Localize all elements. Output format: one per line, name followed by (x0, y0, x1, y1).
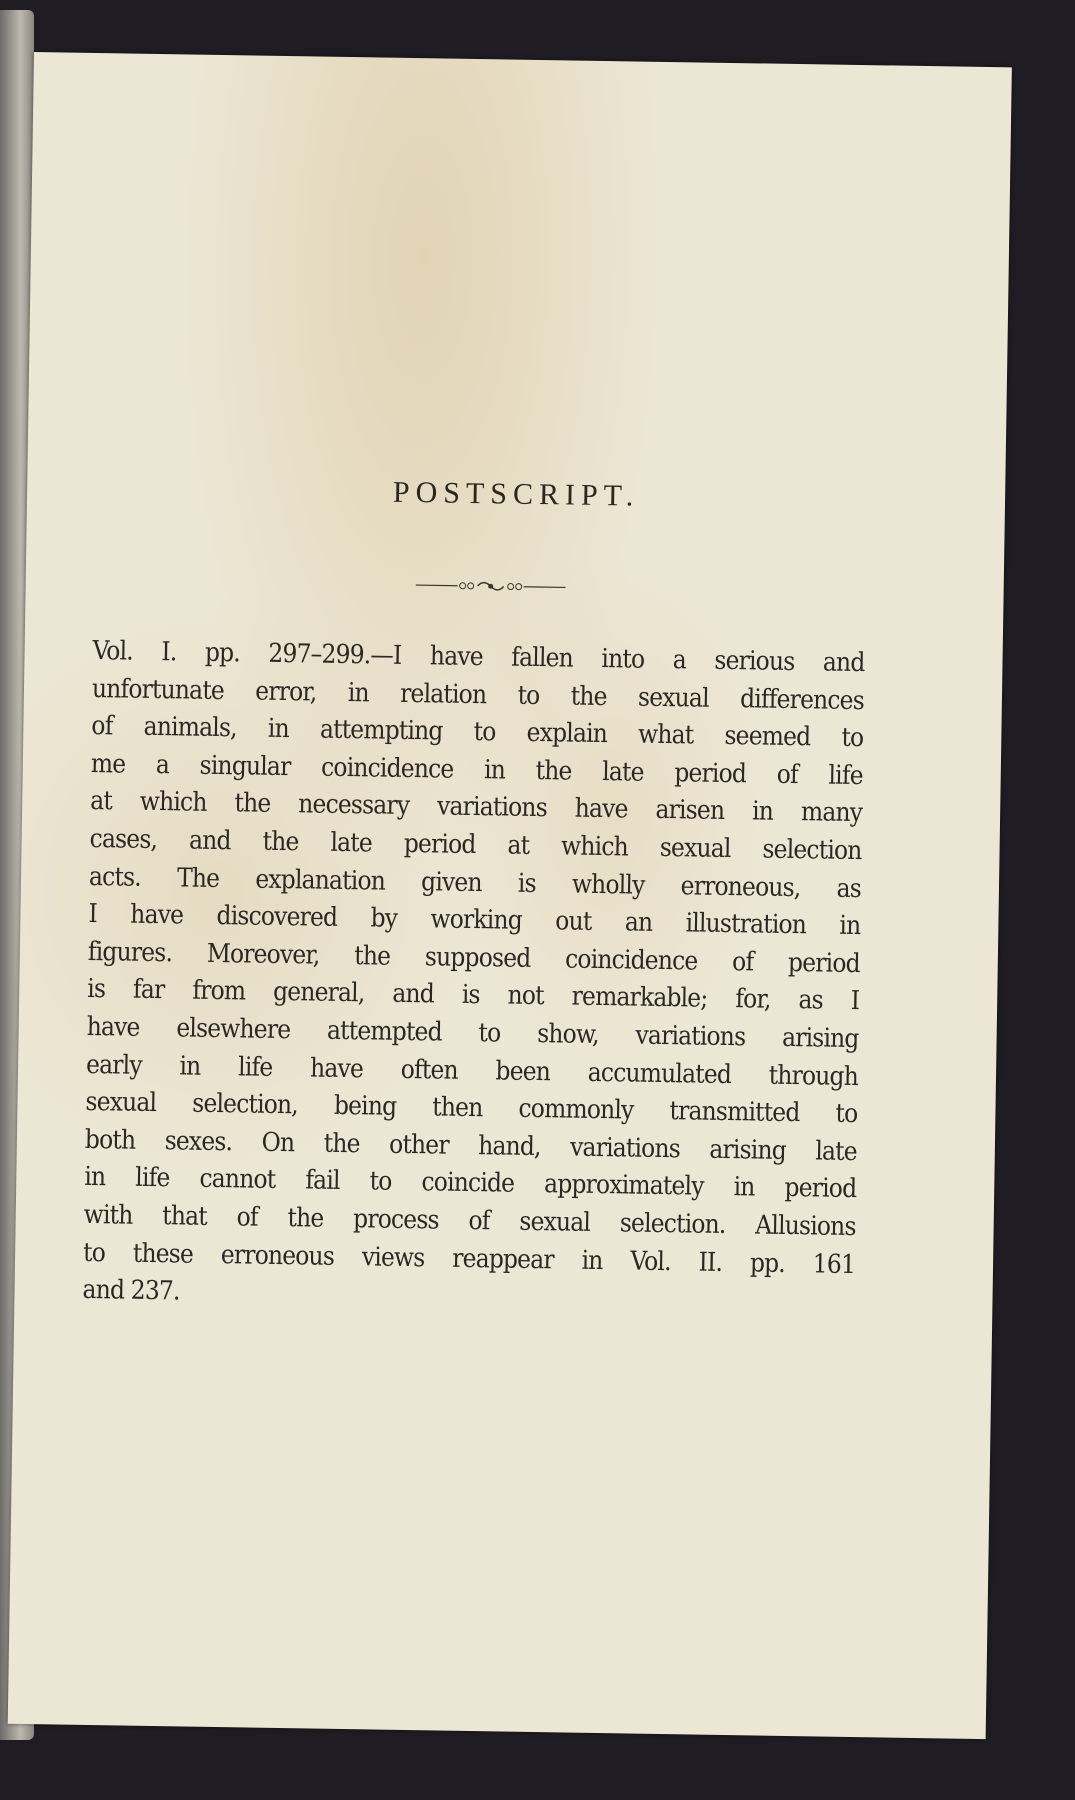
text-line: early in life have often been accumulated through (85, 1049, 859, 1092)
text-line: at which the necessary variations have arisen in many (90, 786, 863, 829)
text-line: have elsewhere attempted to show, variations arising (86, 1011, 859, 1055)
text-line: unfortunate error, in relation to the sexual differences (91, 673, 865, 716)
text-line: of animals, in attempting to explain what seemed to (91, 711, 864, 754)
text-line: cases, and the late period at which sexual selection (89, 823, 862, 867)
text-line: both sexes. On the other hand, variations arising late (84, 1124, 858, 1167)
text-line: and 237. (82, 1275, 180, 1307)
text-line: in life cannot fail to coincide approximately in period (84, 1162, 857, 1205)
ornament-divider-icon (416, 578, 566, 594)
page-title: POSTSCRIPT. (392, 475, 640, 513)
book-page (8, 52, 1012, 1739)
text-line: acts. The explanation given is wholly erroneous, as (88, 861, 862, 904)
text-line: Vol. I. pp. 297–299.—I have fallen into a serious and (92, 635, 865, 679)
text-line: me a singular coincidence in the late period of life (90, 748, 863, 791)
text-line: sexual selection, being then commonly transmitted to (85, 1087, 858, 1130)
text-line: figures. Moreover, the supposed coincidence of period (87, 936, 861, 979)
text-line: to these erroneous views reappear in Vol. II. pp. 161 (82, 1237, 856, 1280)
text-line: I have discovered by working out an illustration in (88, 899, 861, 942)
postscript-text (82, 633, 865, 1322)
text-line: is far from general, and is not remarkable; for, as I (87, 974, 860, 1017)
text-line: with that of the process of sexual selection. Allusions (83, 1199, 856, 1242)
